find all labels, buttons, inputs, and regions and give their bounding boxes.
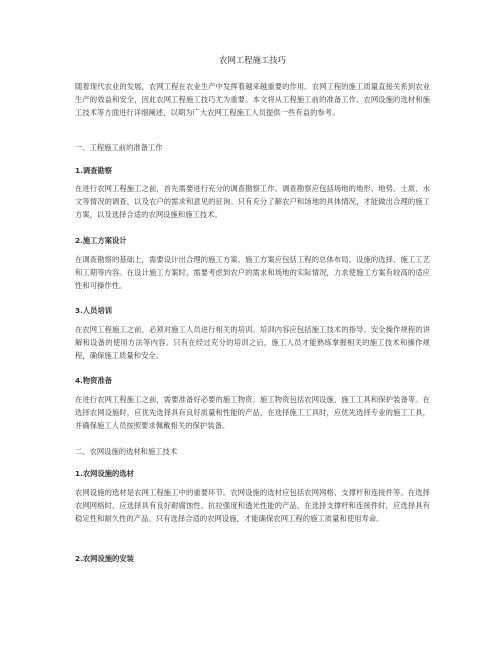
item-label: 物资准备 [82,376,113,385]
section-1-item-1-heading [75,165,430,177]
section-2-heading: 二、农网设施的选材和施工技术 [75,447,178,456]
section-1-item-3-heading [75,305,430,317]
section-1-item-2-text: 在调查勘察的基础上，需要设计出合理的施工方案。施工方案应包括工程的总体布局、设施的选择、施工工艺和工期等内容。在设计施工方案时，需要考虑到农户的需求和场地的实际情况，力求使施工方案有较高的适应性和可操作性。 [75,255,430,291]
item-label: 人员培训 [82,306,113,315]
item-number: 4. [75,376,83,385]
item-label: 调查勘察 [82,166,113,175]
section-2-item-1-heading [75,468,430,480]
item-label: 施工方案设计 [82,236,127,245]
item-number: 1. [75,469,83,478]
section-1-item-2-heading [75,235,430,247]
item-number: 2. [75,554,83,563]
section-2-item-1-text: 农网设施的选材是农网工程施工中的重要环节。农网设施的选材应包括农网网格、支撑杆和连接件等。在选择农网网格时，应选择具有良好耐腐蚀性、抗拉强度和透光性能的产品，在选择支撑杆和连接件时，应选择具有稳定性和耐久性的产品。只有选择合适的农网设施，才能确保农网工程的施工质量和使用寿命。 [75,488,430,524]
intro-paragraph: 随着现代农业的发展，农网工程在农业生产中发挥着越来越重要的作用。农网工程的施工质量直接关系到农业生产的效益和安全，因此农网工程施工技巧尤为重要。本文将从工程施工前的准备工作、农网设施的选材和施工技术等方面进行详细阐述，以期为广大农网工程施工人员提供一些有益的参考。 [75,82,430,118]
section-1-item-3-text: 在农网工程施工之前，必须对施工人员进行相关的培训。培训内容应包括施工技术的指导、安全操作规程的讲解和设备的使用方法等内容。只有在经过充分的培训之后，施工人员才能熟练掌握相关的施工技术和操作规程，确保施工质量和安全。 [75,325,430,361]
section-1-item-4-heading [75,375,430,387]
item-number: 3. [75,306,83,315]
document-title: 农网工程施工技巧 [219,55,286,65]
item-number: 2. [75,236,83,245]
section-2-item-2-heading [75,553,430,565]
item-label: 农网设施的选材 [82,469,134,478]
item-label: 农网设施的安装 [82,554,134,563]
section-1-item-1-text: 在进行农网工程施工之前，首先需要进行充分的调查勘察工作。调查勘察应包括场地的地形、地势、土质、水文等情况的调查，以及农户的需求和意见的征询。只有充分了解农户和场地的具体情况，才能做出合理的施工方案，以及选择合适的农网设施和施工技术。 [75,184,430,220]
item-number: 1. [75,166,83,175]
section-1-item-4-text: 在进行农网工程施工之前，需要准备好必要的施工物资。施工物资包括农网设施、施工工具和保护装备等。在选择农网设施时，应优先选择具有良好质量和性能的产品，在选择施工工具时，应优先选择专业的施工工具，并确保施工人员按照要求佩戴相关的保护装备。 [75,395,430,431]
section-1-heading: 一、工程施工前的准备工作 [75,143,163,152]
